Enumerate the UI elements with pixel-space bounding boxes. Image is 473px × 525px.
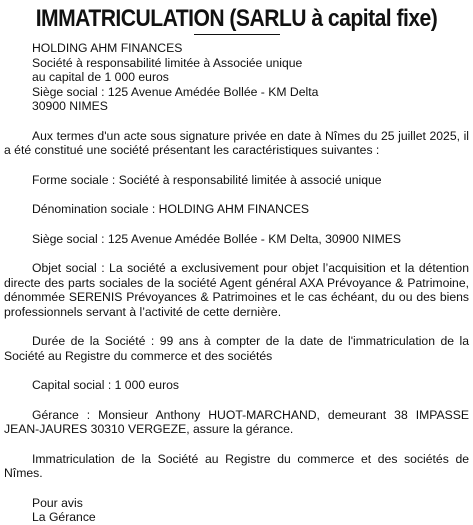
- paragraph-registration: Immatriculation de la Société au Registre du commerce et des sociétés de Nîmes.: [4, 451, 469, 480]
- paragraph-company-name: Dénomination sociale : HOLDING AHM FINANCES: [32, 202, 310, 216]
- signoff-line: La Gérance: [32, 510, 96, 524]
- notice-title: IMMATRICULATION (SARLU à capital fixe): [35, 5, 438, 32]
- title-underline: [194, 34, 280, 35]
- address-line: Société à responsabilité limitée à Associée unique: [32, 55, 303, 70]
- address-line: HOLDING AHM FINANCES: [32, 41, 183, 55]
- signoff-block: [4, 496, 469, 525]
- paragraph-management: Gérance : Monsieur Anthony HUOT-MARCHAND, demeurant 38 IMPASSE JEAN-JAURES 30310 VERGEZE, assure la gérance.: [4, 407, 469, 436]
- paragraph-legal-form: Forme sociale : Société à responsabilité limitée à associé unique: [32, 172, 382, 187]
- paragraph-corporate-purpose: Objet social : La société a exclusivement pour objet l’acquisition et la détention directe des parts sociales de la société Agent général AXA Prévoyance & Patrimoine, dénommée SERENIS Prévoyances & Patrimoines et le cas échéant, du ou des biens professionnels servant à l’activité de cette dernière.: [4, 261, 469, 319]
- address-line: 30900 NIMES: [32, 99, 108, 113]
- address-line: au capital de 1 000 euros: [32, 70, 169, 84]
- signoff-line: Pour avis: [32, 495, 83, 510]
- address-line: Siège social : 125 Avenue Amédée Bollée - KM Delta: [32, 84, 319, 99]
- paragraph-preamble: Aux termes d'un acte sous signature privée en date à Nîmes du 25 juillet 2025, il a été constitué une société présentant les caractéristiques suivantes :: [4, 128, 469, 157]
- paragraph-share-capital: Capital social : 1 000 euros: [32, 378, 180, 392]
- notice-body: [4, 41, 469, 525]
- paragraph-duration: Durée de la Société : 99 ans à compter de la date de l'immatriculation de la Société au Registre du commerce et des sociétés: [4, 334, 469, 363]
- paragraph-registered-office: Siège social : 125 Avenue Amédée Bollée - KM Delta, 30900 NIMES: [32, 231, 402, 246]
- company-address-block: [4, 41, 469, 114]
